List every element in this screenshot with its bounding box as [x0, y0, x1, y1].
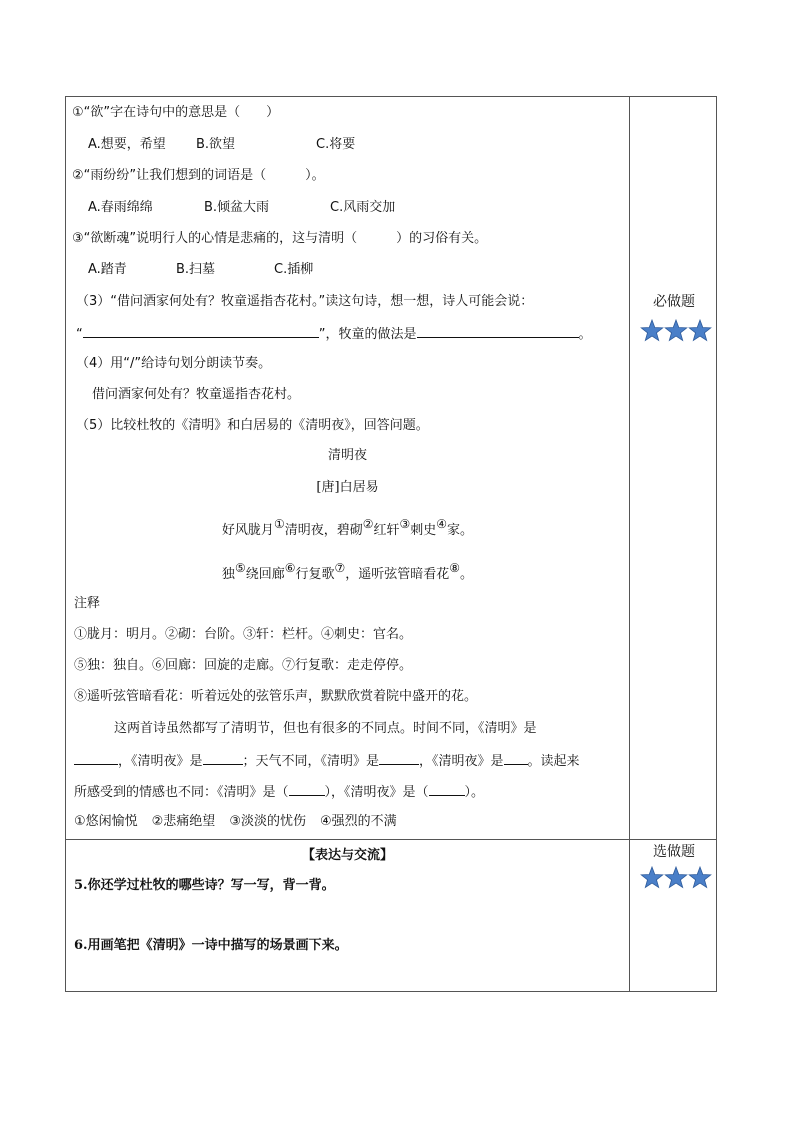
poem-title: 清明夜 [327, 448, 367, 463]
poem-text: 行复歌 [295, 567, 335, 582]
choice: ②悲痛绝望 [151, 814, 216, 829]
note-line-1: ①胧月：明月。②砌：台阶。③轩：栏杆。④刺史：官名。 [74, 627, 413, 642]
note-marker: ⑥ [284, 561, 296, 575]
poem-author: [唐]白居易 [316, 480, 379, 495]
q2-option-b: B.倾盆大雨 [204, 200, 270, 215]
notes-heading: 注释 [74, 596, 101, 611]
q3-part-stem: （3）“借问酒家何处有？牧童遥指杏花村。”读这句诗，想一想，诗人可能会说： [76, 294, 534, 309]
q3-stem: ③“欲断魂”说明行人的心情是悲痛的，这与清明（ ）的习俗有关。 [72, 231, 488, 246]
star-icon [689, 867, 711, 888]
q5-part-stem: （5）比较杜牧的《清明》和白居易的《清明夜》，回答问题。 [76, 418, 429, 433]
q3-option-a: A.踏青 [88, 262, 127, 277]
q1-option-b: B.欲望 [196, 137, 236, 152]
text: ），《清明夜》是（ [324, 785, 429, 800]
q2-option-a: A.春雨绵绵 [88, 200, 153, 215]
poem-text: 刺史 [410, 523, 437, 538]
text: ，《清明夜》是 [118, 754, 203, 769]
note-marker: ① [273, 517, 285, 531]
star-icon [665, 867, 687, 888]
star-icon [641, 867, 663, 888]
note-marker: ⑧ [449, 561, 461, 575]
emotion-qingmingye-blank[interactable] [429, 782, 465, 796]
poem-line-2 [66, 559, 629, 584]
q2-stem: ②“雨纷纷”让我们想到的词语是（ ）。 [72, 168, 325, 183]
poem-text: 家。 [447, 523, 474, 538]
note-marker: ② [362, 517, 374, 531]
text: ）。 [464, 785, 485, 800]
weather-qingming-blank[interactable] [379, 751, 419, 765]
q1-stem: ①“欲”字在诗句中的意思是（ ） [72, 105, 280, 120]
express-heading: 【表达与交流】 [301, 848, 393, 863]
close-quote-text: ”，牧童的做法是 [318, 327, 417, 342]
note-marker: ③ [399, 517, 411, 531]
q4-stem: （4）用“/”给诗句划分朗读节奏。 [76, 356, 272, 371]
choice: ③淡淡的忧伤 [229, 814, 306, 829]
q1-option-c: C.将要 [316, 137, 356, 152]
text: ；天气不同，《清明》是 [242, 754, 380, 769]
worksheet-table [65, 96, 717, 992]
compare-para-1: 这两首诗虽然都写了清明节，但也有很多的不同点。时间不同，《清明》是 [114, 721, 537, 736]
star-icon [641, 320, 663, 341]
compare-para-2 [74, 751, 580, 771]
emotion-qingming-blank[interactable] [289, 782, 325, 796]
q5-question: 5.你还学过杜牧的哪些诗？写一写，背一背。 [74, 878, 335, 893]
q2-option-c: C.风雨交加 [330, 200, 396, 215]
required-label: 必做题 [653, 294, 695, 310]
q3-option-b: B.扫墓 [176, 262, 216, 277]
poem-text: 。 [460, 567, 474, 582]
poem-text: 独 [221, 567, 235, 582]
choice: ④强烈的不满 [319, 814, 397, 829]
text: 。读起来 [527, 754, 580, 769]
open-quote: “ [76, 327, 83, 342]
q3-part-answer-line [76, 324, 592, 344]
time-qingmingye-blank[interactable] [203, 751, 243, 765]
weather-qingmingye-blank[interactable] [504, 751, 528, 765]
star-icon [665, 320, 687, 341]
poem-text: 红轩 [373, 523, 400, 538]
period: 。 [578, 327, 592, 342]
note-line-2: ⑤独：独自。⑥回廊：回旋的走廊。⑦行复歌：走走停停。 [74, 658, 413, 673]
compare-para-3 [74, 782, 484, 802]
difficulty-stars-optional [640, 866, 712, 890]
star-icon [689, 320, 711, 341]
note-marker: ④ [436, 517, 448, 531]
difficulty-stars-required [640, 319, 712, 343]
q1-option-a: A.想要，希望 [88, 137, 166, 152]
q4-verse: 借问酒家何处有？牧童遥指杏花村。 [92, 387, 301, 402]
row-divider [66, 839, 716, 840]
poem-text: ，遥听弦管暗看花 [345, 567, 450, 582]
poet-speech-blank[interactable] [83, 324, 319, 338]
q3-option-c: C.插柳 [274, 262, 314, 277]
emotion-choices [74, 813, 397, 831]
note-line-3: ⑧遥听弦管暗看花：听着远处的弦管乐声，默默欣赏着院中盛开的花。 [74, 689, 478, 704]
optional-label: 选做题 [653, 844, 695, 860]
q6-question: 6.用画笔把《清明》一诗中描写的场景画下来。 [74, 938, 348, 953]
note-marker: ⑤ [234, 561, 246, 575]
poem-text: 清明夜，碧砌 [284, 523, 363, 538]
text: 所感受到的情感也不同：《清明》是（ [74, 785, 289, 800]
choice: ①悠闲愉悦 [74, 814, 138, 829]
time-qingming-blank[interactable] [74, 751, 118, 765]
poem-line-1 [66, 515, 629, 540]
shepherd-action-blank[interactable] [417, 324, 579, 338]
poem-text: 绕回廊 [245, 567, 285, 582]
text: ，《清明夜》是 [419, 754, 504, 769]
poem-text: 好风胧月 [221, 523, 274, 538]
note-marker: ⑦ [334, 561, 346, 575]
